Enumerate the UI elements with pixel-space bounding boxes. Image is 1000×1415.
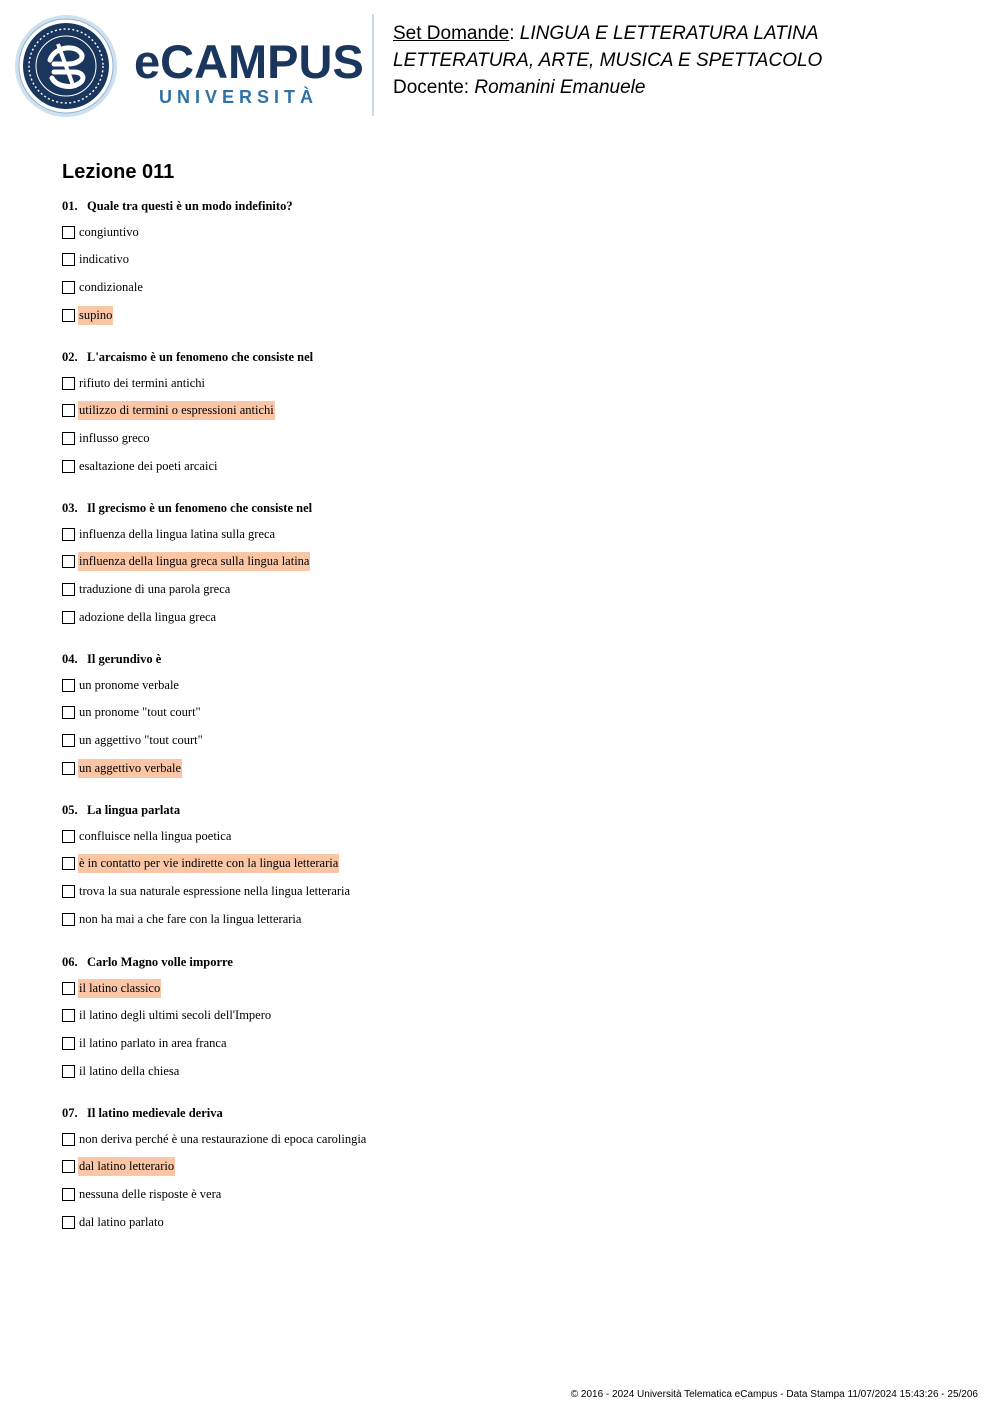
question-title bbox=[62, 651, 762, 667]
question-number: 05. bbox=[62, 803, 78, 817]
option-text: un aggettivo verbale bbox=[78, 759, 182, 778]
teacher-name: Romanini Emanuele bbox=[474, 77, 646, 98]
answer-option[interactable] bbox=[62, 581, 762, 597]
checkbox[interactable] bbox=[62, 555, 75, 568]
option-text: influenza della lingua latina sulla greca bbox=[79, 526, 276, 541]
header-info bbox=[393, 20, 822, 101]
checkbox[interactable] bbox=[62, 1009, 75, 1022]
question-text: Il latino medievale deriva bbox=[87, 1106, 223, 1120]
answer-option[interactable] bbox=[62, 911, 762, 927]
answer-option[interactable] bbox=[62, 732, 762, 748]
checkbox[interactable] bbox=[62, 226, 75, 239]
question-number: 02. bbox=[62, 350, 78, 364]
question-6 bbox=[62, 954, 762, 1079]
question-title bbox=[62, 198, 762, 214]
question-3 bbox=[62, 500, 762, 625]
option-text: il latino parlato in area franca bbox=[79, 1035, 227, 1050]
header-divider bbox=[372, 14, 374, 116]
checkbox[interactable] bbox=[62, 1160, 75, 1173]
option-text: non ha mai a che fare con la lingua letteraria bbox=[79, 911, 302, 926]
question-text: L'arcaismo è un fenomeno che consiste nel bbox=[87, 350, 314, 364]
option-text: nessuna delle risposte è vera bbox=[79, 1186, 222, 1201]
set-label: Set Domande bbox=[393, 23, 510, 44]
answer-option[interactable] bbox=[62, 1008, 762, 1024]
page-footer: © 2016 - 2024 Università Telematica eCampus - Data Stampa 11/07/2024 15:43:26 - 25/206 bbox=[570, 1389, 978, 1400]
checkbox[interactable] bbox=[62, 1216, 75, 1229]
option-text: un aggettivo "tout court" bbox=[79, 732, 203, 747]
question-text: La lingua parlata bbox=[87, 803, 181, 817]
option-text: confluisce nella lingua poetica bbox=[79, 828, 232, 843]
answer-option[interactable] bbox=[62, 705, 762, 721]
checkbox[interactable] bbox=[62, 309, 75, 322]
question-4 bbox=[62, 651, 762, 776]
checkbox[interactable] bbox=[62, 982, 75, 995]
answer-option[interactable] bbox=[62, 828, 762, 844]
option-text: il latino della chiesa bbox=[79, 1063, 180, 1078]
set-title-line2: LETTERATURA, ARTE, MUSICA E SPETTACOLO bbox=[393, 50, 823, 71]
checkbox[interactable] bbox=[62, 1133, 75, 1146]
option-text: un pronome "tout court" bbox=[79, 705, 201, 720]
option-text: dal latino parlato bbox=[79, 1214, 164, 1229]
option-text: un pronome verbale bbox=[79, 677, 179, 692]
checkbox[interactable] bbox=[62, 460, 75, 473]
checkbox[interactable] bbox=[62, 706, 75, 719]
question-1 bbox=[62, 198, 762, 323]
answer-option[interactable] bbox=[62, 403, 762, 419]
answer-option[interactable] bbox=[62, 252, 762, 268]
answer-option[interactable] bbox=[62, 609, 762, 625]
option-text: è in contatto per vie indirette con la lingua letteraria bbox=[78, 854, 339, 873]
checkbox[interactable] bbox=[62, 404, 75, 417]
answer-option[interactable] bbox=[62, 554, 762, 570]
option-text: indicativo bbox=[79, 252, 129, 267]
option-text: dal latino letterario bbox=[78, 1157, 175, 1176]
checkbox[interactable] bbox=[62, 679, 75, 692]
answer-option[interactable] bbox=[62, 1063, 762, 1079]
option-text: supino bbox=[78, 306, 113, 325]
set-title-line2-row bbox=[393, 47, 822, 74]
question-number: 07. bbox=[62, 1106, 78, 1120]
question-title bbox=[62, 500, 762, 516]
answer-option[interactable] bbox=[62, 526, 762, 542]
checkbox[interactable] bbox=[62, 1188, 75, 1201]
answer-option[interactable] bbox=[62, 1214, 762, 1230]
option-text: condizionale bbox=[79, 279, 143, 294]
answer-option[interactable] bbox=[62, 458, 762, 474]
checkbox[interactable] bbox=[62, 528, 75, 541]
brand-name: eCAMPUS bbox=[134, 35, 364, 88]
question-number: 04. bbox=[62, 652, 78, 666]
checkbox[interactable] bbox=[62, 1065, 75, 1078]
checkbox[interactable] bbox=[62, 885, 75, 898]
answer-option[interactable] bbox=[62, 760, 762, 776]
option-text: non deriva perché è una restaurazione di epoca carolingia bbox=[79, 1131, 367, 1146]
option-text: adozione della lingua greca bbox=[79, 609, 217, 624]
answer-option[interactable] bbox=[62, 1159, 762, 1175]
set-title-line1: LINGUA E LETTERATURA LATINA bbox=[519, 23, 819, 44]
question-2 bbox=[62, 349, 762, 474]
checkbox[interactable] bbox=[62, 432, 75, 445]
teacher-line: Docente: Romanini Emanuele bbox=[393, 77, 646, 98]
lesson-title: Lezione 011 bbox=[62, 161, 175, 183]
question-text: Carlo Magno volle imporre bbox=[87, 955, 233, 969]
option-text: utilizzo di termini o espressioni antichi bbox=[78, 401, 275, 420]
option-text: congiuntivo bbox=[79, 224, 139, 239]
question-title bbox=[62, 802, 762, 818]
question-number: 03. bbox=[62, 501, 78, 515]
ecampus-seal-icon bbox=[14, 14, 118, 118]
question-5 bbox=[62, 802, 762, 927]
answer-option[interactable] bbox=[62, 430, 762, 446]
question-text: Il grecismo è un fenomeno che consiste nel bbox=[87, 501, 313, 515]
question-title bbox=[62, 349, 762, 365]
option-text: il latino classico bbox=[78, 979, 161, 998]
checkbox[interactable] bbox=[62, 611, 75, 624]
checkbox[interactable] bbox=[62, 857, 75, 870]
answer-option[interactable] bbox=[62, 1131, 762, 1147]
checkbox[interactable] bbox=[62, 1037, 75, 1050]
question-title bbox=[62, 1105, 762, 1121]
question-text: Il gerundivo è bbox=[87, 652, 162, 666]
option-text: rifiuto dei termini antichi bbox=[79, 375, 206, 390]
answer-option[interactable] bbox=[62, 856, 762, 872]
answer-option[interactable] bbox=[62, 1035, 762, 1051]
option-text: il latino degli ultimi secoli dell'Impero bbox=[79, 1008, 272, 1023]
option-text: influenza della lingua greca sulla lingua latina bbox=[78, 552, 310, 571]
question-number: 06. bbox=[62, 955, 78, 969]
option-text: esaltazione dei poeti arcaici bbox=[79, 458, 218, 473]
answer-option[interactable] bbox=[62, 375, 762, 391]
ecampus-logo bbox=[14, 14, 364, 118]
option-text: trova la sua naturale espressione nella lingua letteraria bbox=[79, 883, 351, 898]
question-7 bbox=[62, 1105, 762, 1230]
checkbox[interactable] bbox=[62, 734, 75, 747]
question-number: 01. bbox=[62, 199, 78, 213]
question-text: Quale tra questi è un modo indefinito? bbox=[87, 199, 293, 213]
set-line: Set Domande: LINGUA E LETTERATURA LATINA bbox=[393, 23, 819, 44]
answer-option[interactable] bbox=[62, 980, 762, 996]
option-text: traduzione di una parola greca bbox=[79, 581, 231, 596]
checkbox[interactable] bbox=[62, 253, 75, 266]
answer-option[interactable] bbox=[62, 677, 762, 693]
teacher-label: Docente bbox=[393, 77, 464, 98]
question-title bbox=[62, 954, 762, 970]
checkbox[interactable] bbox=[62, 281, 75, 294]
answer-option[interactable] bbox=[62, 307, 762, 323]
brand-subtitle: UNIVERSITÀ bbox=[159, 87, 319, 107]
checkbox[interactable] bbox=[62, 377, 75, 390]
checkbox[interactable] bbox=[62, 913, 75, 926]
checkbox[interactable] bbox=[62, 830, 75, 843]
answer-option[interactable] bbox=[62, 279, 762, 295]
checkbox[interactable] bbox=[62, 762, 75, 775]
answer-option[interactable] bbox=[62, 224, 762, 240]
checkbox[interactable] bbox=[62, 583, 75, 596]
answer-option[interactable] bbox=[62, 883, 762, 899]
option-text: influsso greco bbox=[79, 430, 150, 445]
answer-option[interactable] bbox=[62, 1186, 762, 1202]
